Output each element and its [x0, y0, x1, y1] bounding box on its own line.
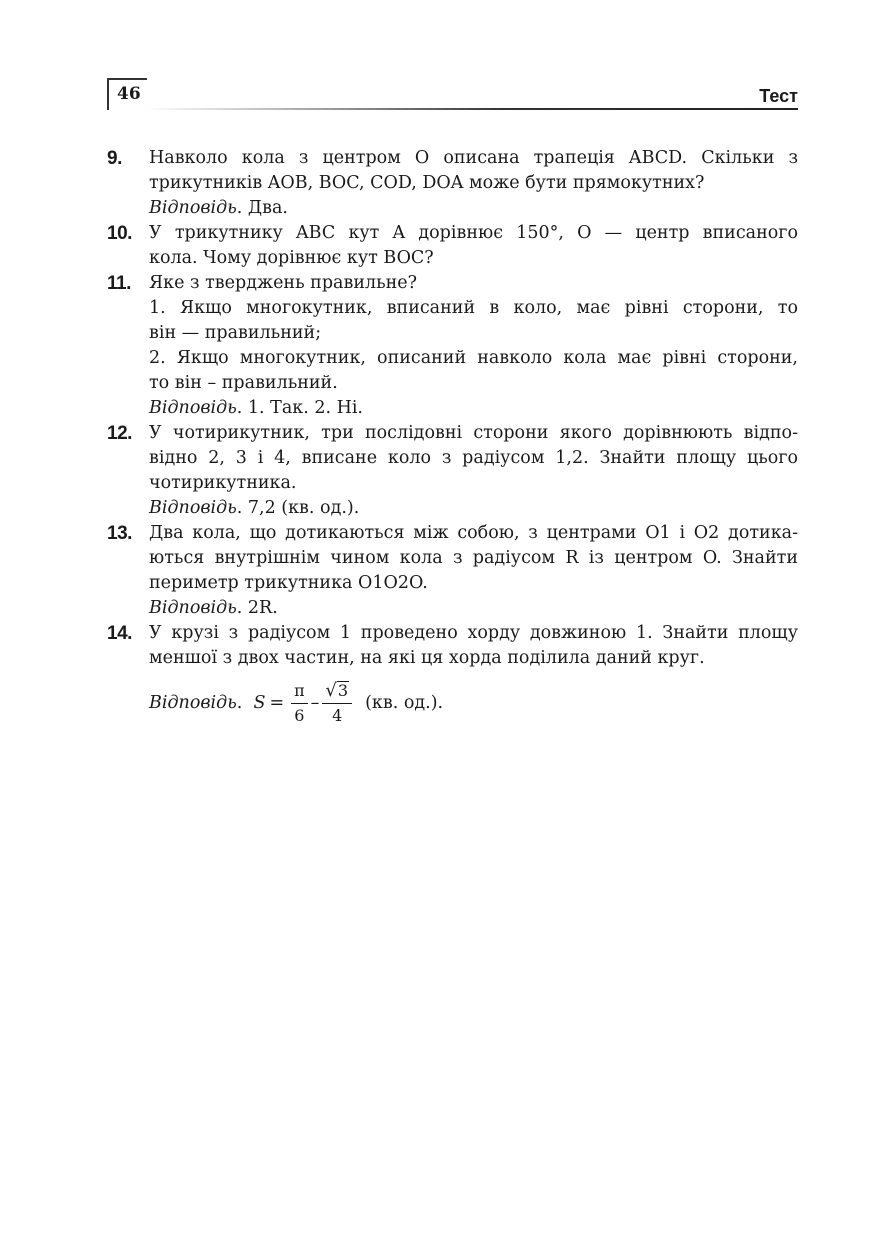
problem-number: 10.	[107, 223, 132, 244]
answer-text: . Два.	[236, 198, 288, 218]
problem-text-line: Яке з тверджень правильне?	[149, 273, 418, 293]
answer-text: . 2R.	[236, 598, 278, 618]
fraction-sqrt3-over-4	[322, 681, 352, 726]
page-header	[107, 78, 798, 112]
equals-sign: =	[269, 693, 285, 713]
fraction-numerator	[322, 681, 352, 704]
answer-label: Відповідь	[149, 498, 237, 518]
fraction-pi-over-6	[291, 681, 308, 726]
problem-text-line: 2. Якщо многокутник, описаний навколо кола має рівні сторони,	[149, 348, 798, 368]
problem-9	[107, 146, 798, 221]
problem-text-line: периметр трикутника O1O2O.	[149, 573, 428, 593]
problem-14	[107, 621, 798, 731]
problem-text-line: меншої з двох частин, на які ця хорда поділила даний круг.	[149, 648, 705, 668]
problem-text-line: Два кола, що дотикаються між собою, з центрами O1 і O2 дотика-	[149, 523, 798, 543]
problem-number: 9.	[107, 148, 122, 169]
answer-text: . 7,2 (кв. од.).	[236, 498, 360, 518]
answer-formula: Відповідь . S = $\frac{\pi}{6}$ – √ 3 4 (кв. од.).	[149, 679, 444, 725]
fraction-denominator: 6	[294, 705, 305, 725]
answer-label: Відповідь	[149, 693, 237, 713]
problem-text-line: кола. Чому дорівнює кут BOC?	[149, 248, 434, 268]
problem-11	[107, 271, 798, 421]
problem-text-line: він — правильний;	[149, 323, 322, 343]
problem-text-line: відно 2, 3 і 4, вписане коло з радіусом 1,2. Знайти площу цього	[149, 448, 798, 468]
radicand: 3	[337, 680, 349, 700]
problem-text-line: У крузі з радіусом 1 проведено хорду довжиною 1. Знайти площу	[149, 623, 798, 643]
page-number: 46	[117, 84, 141, 104]
answer-line	[149, 596, 798, 621]
problem-number: 11.	[107, 273, 131, 294]
fraction-denominator: 4	[332, 705, 343, 725]
fraction-numerator: π	[291, 681, 308, 704]
problem-text-line: У чотирикутник, три послідовні сторони якого дорівнюють відпо-	[149, 423, 798, 443]
answer-line	[149, 396, 798, 421]
problem-number: 13.	[107, 523, 132, 544]
minus-sign: –	[310, 693, 320, 713]
section-title: Тест	[759, 86, 798, 106]
problem-12	[107, 421, 798, 521]
radical-icon: √	[325, 679, 337, 701]
problem-number: 14.	[107, 623, 132, 644]
problem-list	[107, 146, 798, 731]
problem-text-line: то він – правильний.	[149, 373, 338, 393]
problem-text-line: чотирикутника.	[149, 473, 297, 493]
answer-text: . 1. Так. 2. Ні.	[236, 398, 363, 418]
problem-text-line: ються внутрішнім чином кола з радіусом R із центром O. Знайти	[149, 548, 798, 568]
answer-line	[149, 196, 798, 221]
answer-label: Відповідь	[149, 598, 237, 618]
sqrt	[325, 681, 349, 700]
answer-line	[149, 496, 798, 521]
problem-text-line: У трикутнику ABC кут A дорівнює 150°, O — центр вписаного	[149, 223, 798, 243]
answer-label: Відповідь	[149, 398, 237, 418]
problem-text-line: трикутників AOB, BOC, COD, DOA може бути прямокутних?	[149, 173, 705, 193]
answer-label: Відповідь	[149, 198, 237, 218]
header-rule	[145, 108, 798, 110]
formula-lhs: S	[253, 693, 266, 713]
problem-number: 12.	[107, 423, 132, 444]
problem-13	[107, 521, 798, 621]
formula-units: (кв. од.).	[365, 693, 444, 713]
problem-text-line: 1. Якщо многокутник, вписаний в коло, має рівні сторони, то	[149, 298, 798, 318]
problem-10	[107, 221, 798, 271]
problem-text-line: Навколо кола з центром O описана трапеція ABCD. Скільки з	[149, 148, 798, 168]
